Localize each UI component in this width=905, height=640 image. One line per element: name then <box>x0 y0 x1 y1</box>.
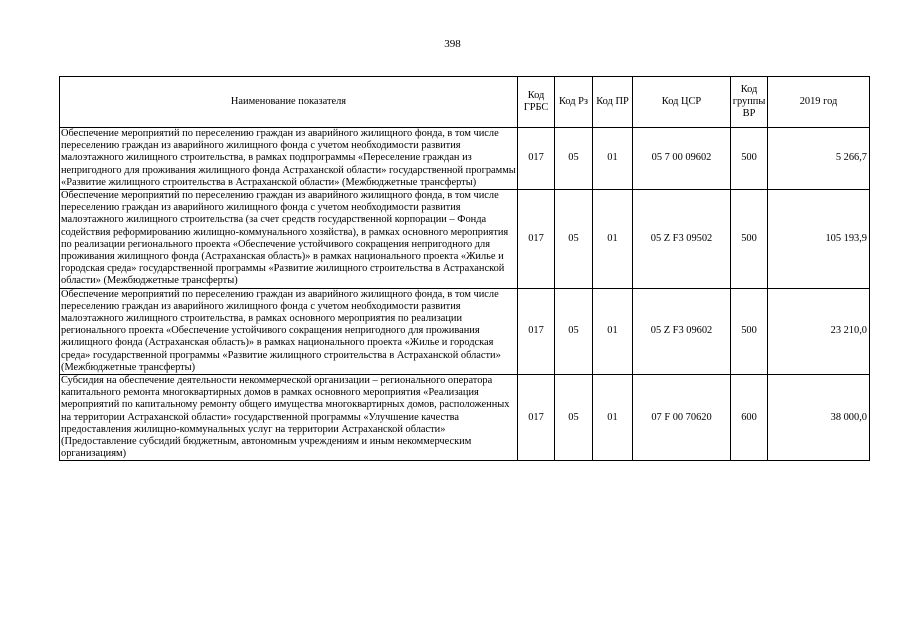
row-grbs: 017 <box>518 128 555 190</box>
row-vr: 500 <box>731 288 768 374</box>
row-grbs: 017 <box>518 288 555 374</box>
row-rz: 05 <box>555 128 593 190</box>
row-vr: 600 <box>731 375 768 461</box>
row-amount: 5 266,7 <box>768 128 870 190</box>
row-pr: 01 <box>593 190 633 289</box>
header-name: Наименование показателя <box>60 77 518 128</box>
row-amount: 105 193,9 <box>768 190 870 289</box>
table-row <box>60 128 870 190</box>
table-row <box>60 375 870 461</box>
row-rz: 05 <box>555 288 593 374</box>
header-pr: Код ПР <box>593 77 633 128</box>
row-name: Субсидия на обеспечение деятельности некоммерческой организации – регионального оператора капитального ремонта многоквартирных домов в рамках основного мероприятия «Реализация мероприятий по капитальному ремонту общего имущества многоквартирных домов, расположенных на территории Астраханской области» государственной программы «Улучшение качества предоставления жилищно-коммунальных услуг на территории Астраханской области» (Предоставление субсидий бюджетным, автономным учреждениям и иным некоммерческим организациям) <box>60 375 518 461</box>
row-grbs: 017 <box>518 190 555 289</box>
budget-table <box>59 76 870 461</box>
row-csr: 05 Z F3 09602 <box>633 288 731 374</box>
header-rz: Код Рз <box>555 77 593 128</box>
row-vr: 500 <box>731 128 768 190</box>
row-pr: 01 <box>593 128 633 190</box>
row-name: Обеспечение мероприятий по переселению граждан из аварийного жилищного фонда, в том числе переселению граждан из аварийного жилищного фонда с учетом необходимости развития малоэтажного жилищного строительства, в рамках основного мероприятия по реализации регионального проекта «Обеспечение устойчивого сокращения непригодного для проживания жилищного фонда (Астраханская область)» в рамках национального проекта «Жилье и городская среда» государственной программы «Развитие жилищного строительства в Астраханской области» (Межбюджетные трансферты) <box>60 288 518 374</box>
header-csr: Код ЦСР <box>633 77 731 128</box>
row-amount: 38 000,0 <box>768 375 870 461</box>
row-csr: 05 Z F3 09502 <box>633 190 731 289</box>
row-rz: 05 <box>555 375 593 461</box>
table-row <box>60 190 870 289</box>
row-vr: 500 <box>731 190 768 289</box>
row-name: Обеспечение мероприятий по переселению граждан из аварийного жилищного фонда, в том числе переселению граждан из аварийного жилищного фонда с учетом необходимости развития малоэтажного жилищного строительства, в рамках подпрограммы «Переселение граждан из непригодного для проживания жилищного фонда Астраханской области» государственной программы «Развитие жилищного строительства в Астраханской области» (Межбюджетные трансферты) <box>61 128 516 188</box>
header-year: 2019 год <box>768 77 870 128</box>
row-name: Обеспечение мероприятий по переселению граждан из аварийного жилищного фонда, в том числе переселению граждан из аварийного жилищного фонда с учетом необходимости развития малоэтажного жилищного строительства (за счет средств государственной корпорации – Фонда содействия реформированию жилищно-коммунального хозяйства), в рамках основного мероприятия по реализации регионального проекта «Обеспечение устойчивого сокращения непригодного для проживания жилищного фонда (Астраханская область)» в рамках национального проекта «Жилье и городская среда» государственной программы «Развитие жилищного строительства в Астраханской области» (Межбюджетные трансферты) <box>60 190 518 289</box>
row-amount: 23 210,0 <box>768 288 870 374</box>
page-number: 398 <box>444 38 461 50</box>
row-rz: 05 <box>555 190 593 289</box>
row-grbs: 017 <box>518 375 555 461</box>
row-csr: 07 F 00 70620 <box>633 375 731 461</box>
table-row <box>60 288 870 374</box>
row-csr: 05 7 00 09602 <box>633 128 731 190</box>
header-vr: Код группы ВР <box>731 77 768 128</box>
table-header-row <box>60 77 870 128</box>
row-pr: 01 <box>593 375 633 461</box>
header-grbs: Код ГРБС <box>518 77 555 128</box>
row-pr: 01 <box>593 288 633 374</box>
